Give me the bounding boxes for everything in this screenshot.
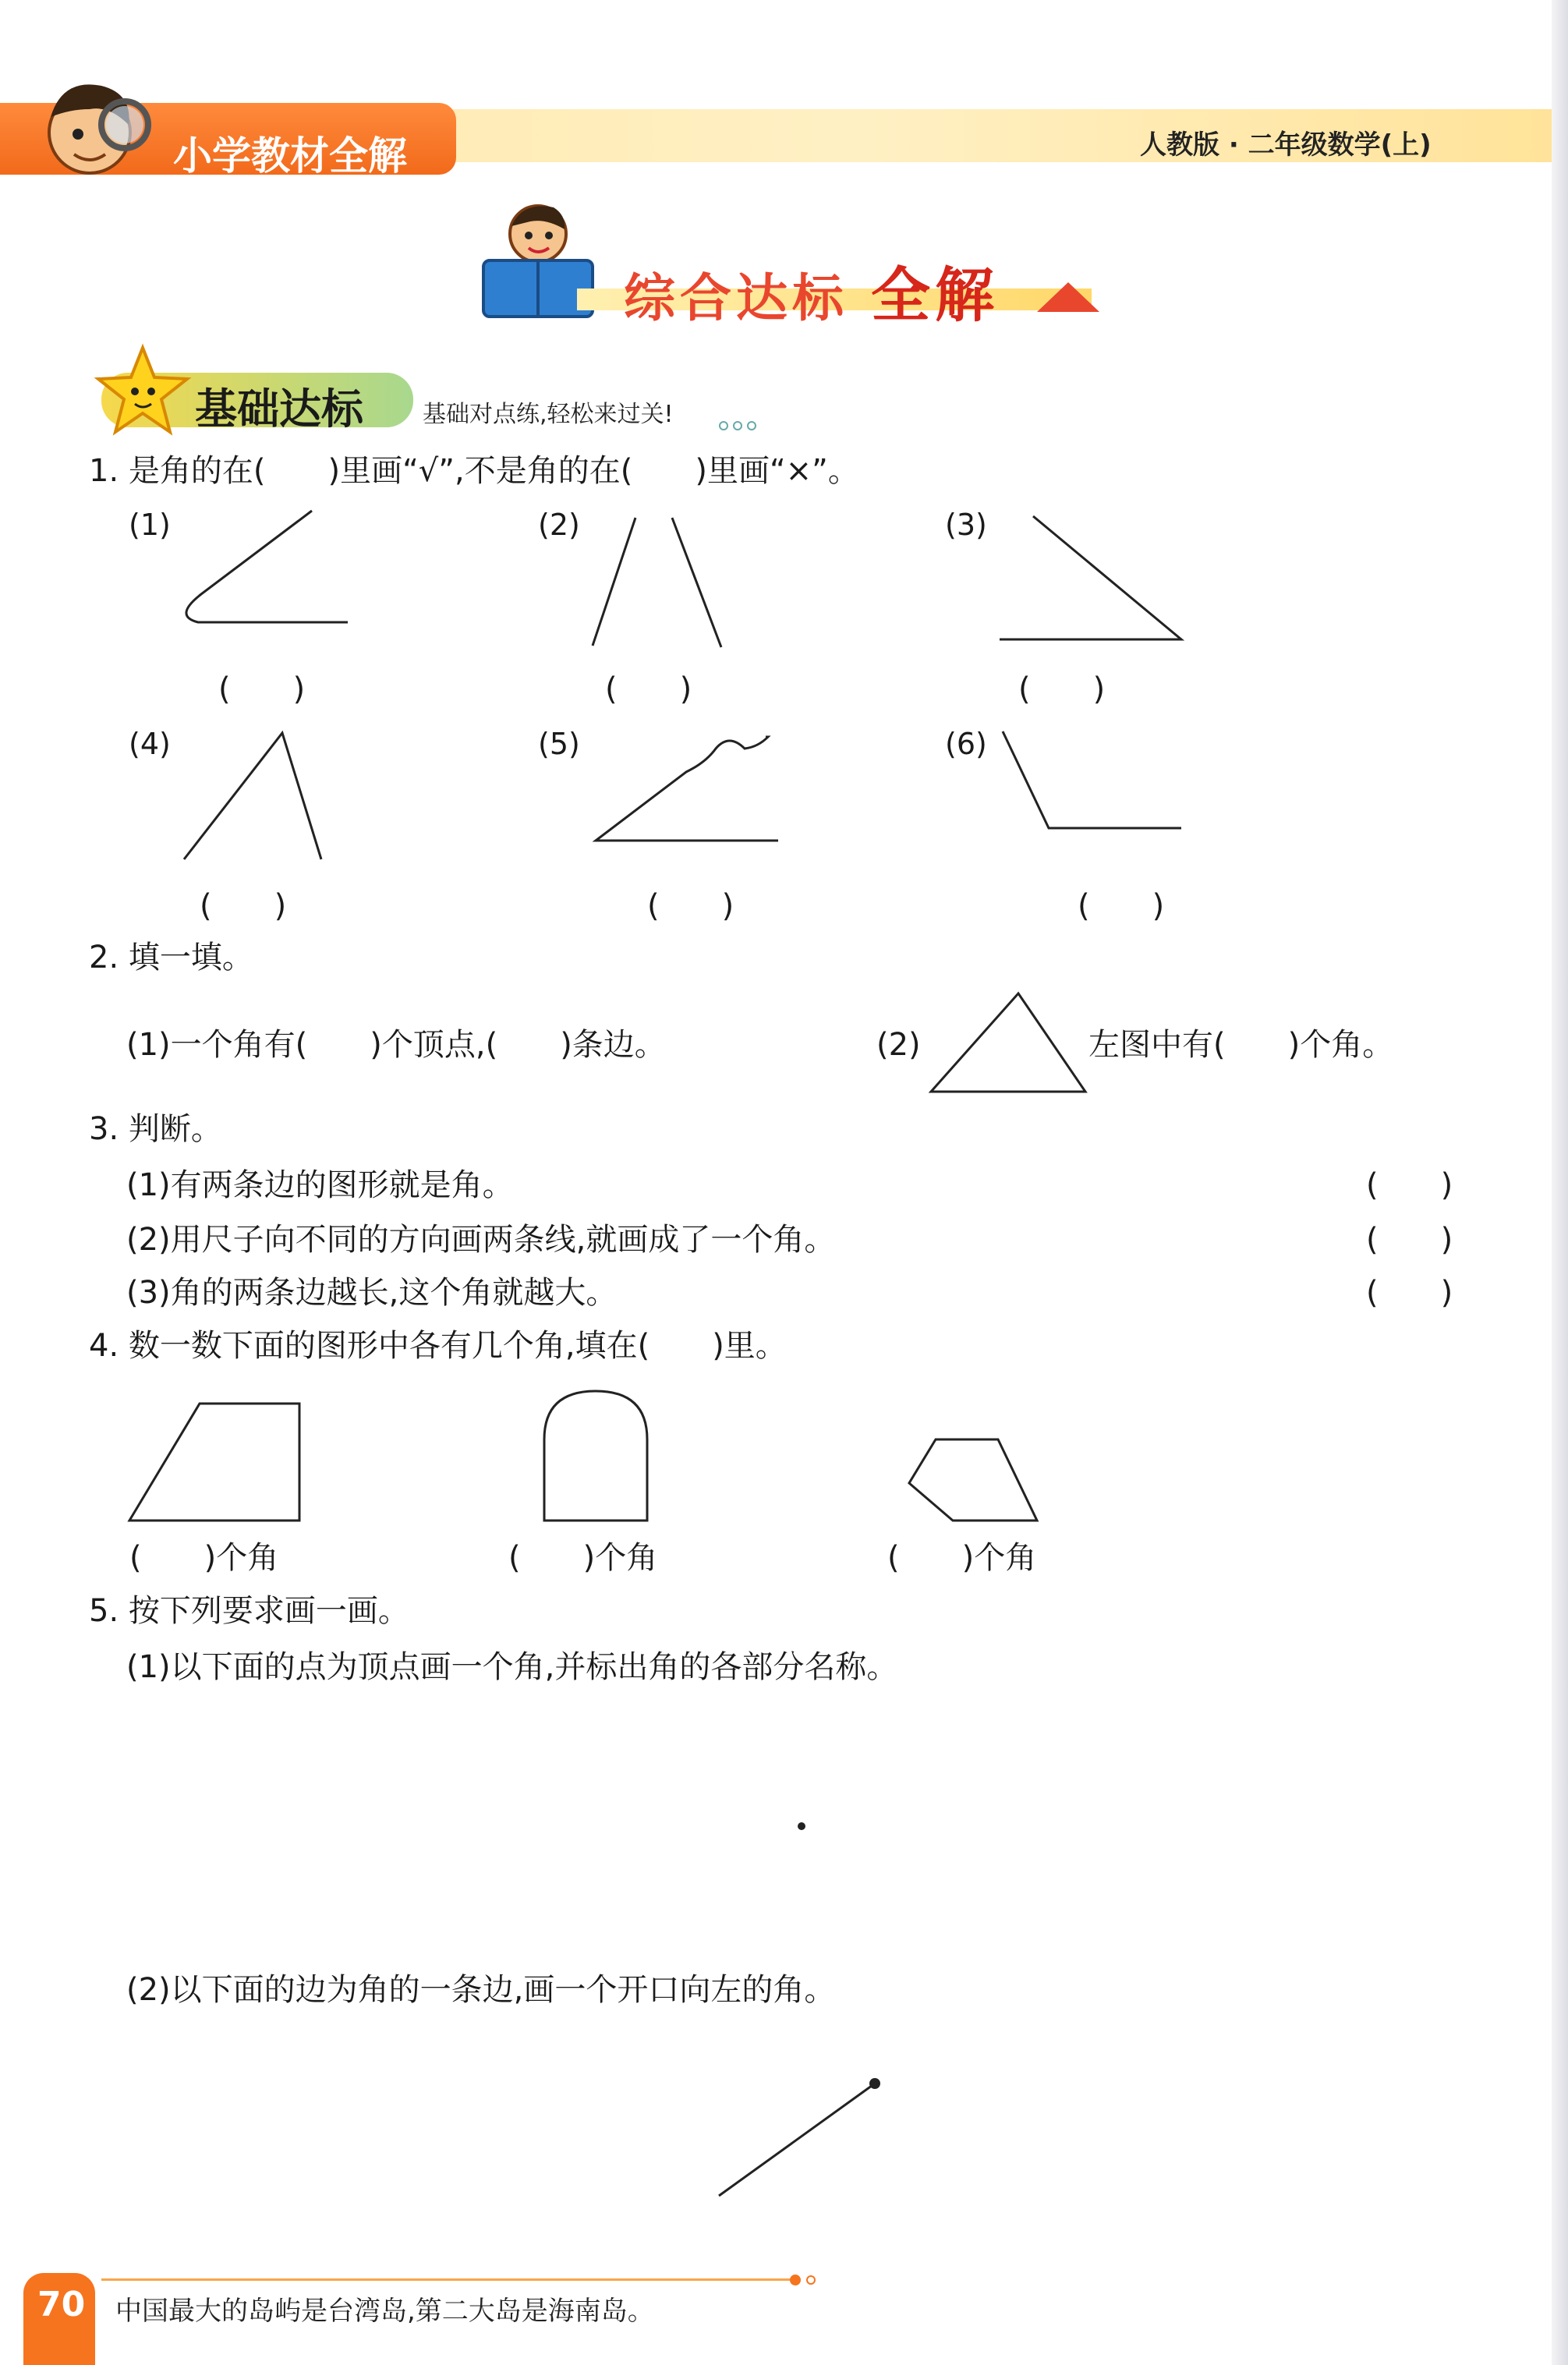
q3-answer-blank[interactable]: ( ): [1366, 1167, 1453, 1203]
page-number: 70: [37, 2285, 86, 2324]
q3-answer-blank[interactable]: ( ): [1366, 1222, 1453, 1258]
q1-answer-blank[interactable]: ( ): [218, 671, 306, 707]
q1-answer-blank[interactable]: ( ): [1078, 888, 1165, 924]
q5-part2: (2)以下面的边为角的一条边,画一个开口向左的角。: [126, 1972, 836, 2008]
q3-item: (2)用尺子向不同的方向画两条线,就画成了一个角。: [126, 1222, 836, 1258]
q5-part1: (1)以下面的点为顶点画一个角,并标出角的各部分名称。: [126, 1649, 898, 1685]
q1-item-label: (5): [538, 727, 580, 761]
edition-label: 人教版 · 二年级数学(上): [1140, 129, 1432, 161]
given-side-line[interactable]: [702, 2066, 889, 2207]
q1-answer-blank[interactable]: ( ): [200, 888, 287, 924]
footer-note: 中国最大的岛屿是台湾岛,第二大岛是海南岛。: [115, 2296, 654, 2327]
q1-answer-blank[interactable]: ( ): [1018, 671, 1106, 707]
q1-item-label: (6): [945, 727, 987, 761]
q1-answer-blank[interactable]: ( ): [647, 888, 734, 924]
q1-answer-blank[interactable]: ( ): [605, 671, 692, 707]
q3-prompt: 3. 判断。: [89, 1111, 222, 1147]
q2-prompt: 2. 填一填。: [89, 940, 253, 975]
footer-line: [101, 2278, 795, 2281]
q4-answer-blank[interactable]: ( )个角: [887, 1540, 1037, 1576]
footer-dots-icon: [788, 2271, 819, 2289]
q3-answer-blank[interactable]: ( ): [1366, 1275, 1453, 1311]
banner-title-emph: 全解: [870, 260, 999, 330]
q2-part2-text: 左图中有( )个角。: [1088, 1027, 1394, 1063]
q5-prompt: 5. 按下列要求画一画。: [89, 1593, 409, 1629]
section-label: 基础达标: [195, 384, 363, 434]
q1-item-label: (1): [129, 508, 171, 542]
series-title: 小学教材全解: [173, 133, 407, 179]
q3-item: (3)角的两条边越长,这个角就越大。: [126, 1275, 618, 1311]
q4-prompt: 4. 数一数下面的图形中各有几个角,填在( )里。: [89, 1328, 787, 1364]
banner-title-main: 综合达标: [624, 268, 848, 328]
section-tagline: 基础对点练,轻松来过关!: [423, 401, 674, 428]
q4-answer-blank[interactable]: ( )个角: [508, 1540, 658, 1576]
q2-part2-label: (2): [876, 1027, 921, 1063]
q1-item-label: (3): [945, 508, 987, 542]
q4-answer-blank[interactable]: ( )个角: [129, 1540, 279, 1576]
q3-item: (1)有两条边的图形就是角。: [126, 1167, 514, 1203]
q1-item-label: (4): [129, 727, 171, 761]
q1-prompt: 1. 是角的在( )里画“√”,不是角的在( )里画“×”。: [89, 453, 859, 489]
vertex-point[interactable]: [794, 1818, 809, 1834]
q1-item-label: (2): [538, 508, 580, 542]
q2-part1: (1)一个角有( )个顶点,( )条边。: [126, 1027, 666, 1063]
